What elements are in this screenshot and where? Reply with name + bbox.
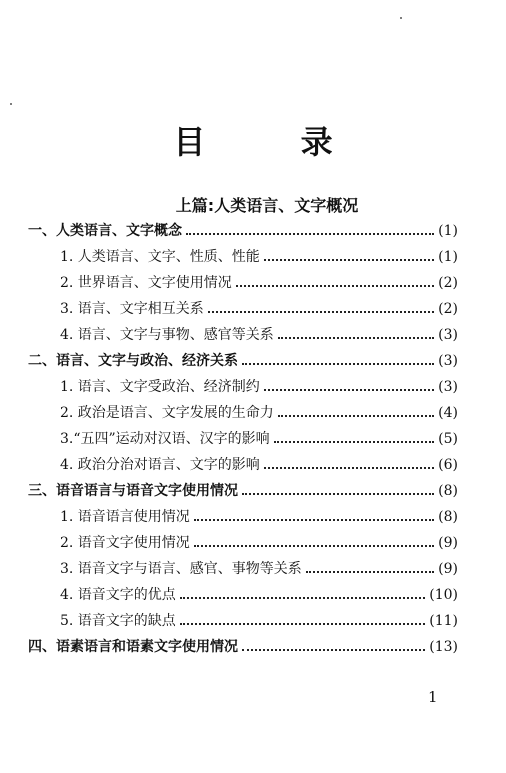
- toc-page-ref: (3): [438, 327, 458, 343]
- toc-label: 3. 语言、文字相互关系: [60, 301, 204, 317]
- toc-page-ref: (2): [438, 301, 458, 317]
- scan-speck: [400, 17, 402, 19]
- dot-leader: [242, 493, 434, 495]
- toc-item-3-5[interactable]: [28, 608, 458, 634]
- toc-item-1-2[interactable]: [28, 270, 458, 296]
- toc-chapter-3[interactable]: [28, 478, 458, 504]
- toc-item-3-2[interactable]: [28, 530, 458, 556]
- toc-chapter-2[interactable]: [28, 348, 458, 374]
- toc-label: 二、语言、文字与政治、经济关系: [28, 353, 238, 369]
- toc-label: 一、人类语言、文字概念: [28, 223, 182, 239]
- toc-page-ref: (1): [438, 223, 458, 239]
- toc-page-ref: (9): [438, 535, 458, 551]
- toc-label: 1. 语音语言使用情况: [60, 509, 190, 525]
- page-title: 目 录: [173, 123, 375, 161]
- dot-leader: [264, 389, 434, 391]
- dot-leader: [242, 363, 434, 365]
- toc-label: 2. 政治是语言、文字发展的生命力: [60, 405, 274, 421]
- toc-item-2-4[interactable]: [28, 452, 458, 478]
- toc-page-ref: (5): [438, 431, 458, 447]
- toc-label: 4. 语音文字的优点: [60, 587, 176, 603]
- dot-leader: [264, 259, 434, 261]
- toc-item-3-3[interactable]: [28, 556, 458, 582]
- toc-label: 2. 世界语言、文字使用情况: [60, 275, 232, 291]
- toc-label: 1. 人类语言、文字、性质、性能: [60, 249, 260, 265]
- toc-item-1-1[interactable]: [28, 244, 458, 270]
- toc-item-2-1[interactable]: [28, 374, 458, 400]
- dot-leader: [208, 311, 434, 313]
- toc-page-ref: (13): [429, 639, 458, 655]
- toc-item-1-4[interactable]: [28, 322, 458, 348]
- toc-label: 3.“五四”运动对汉语、汉字的影响: [60, 431, 270, 447]
- toc-label: 3. 语音文字与语言、感官、事物等关系: [60, 561, 302, 577]
- toc-page-ref: (11): [429, 613, 458, 629]
- toc-label: 四、语素语言和语素文字使用情况: [28, 639, 238, 655]
- dot-leader: [194, 519, 434, 521]
- toc-label: 4. 语言、文字与事物、感官等关系: [60, 327, 274, 343]
- toc-label: 三、语音语言与语音文字使用情况: [28, 483, 238, 499]
- dot-leader: [242, 649, 425, 651]
- toc-item-2-3[interactable]: [28, 426, 458, 452]
- toc-label: 2. 语音文字使用情况: [60, 535, 190, 551]
- toc-label: 4. 政治分治对语言、文字的影响: [60, 457, 260, 473]
- toc-chapter-4[interactable]: [28, 634, 458, 660]
- dot-leader: [278, 337, 434, 339]
- toc-page-ref: (9): [438, 561, 458, 577]
- dot-leader: [194, 545, 434, 547]
- section-title: 上篇:人类语言、文字概况: [175, 196, 359, 215]
- toc-item-3-4[interactable]: [28, 582, 458, 608]
- toc-label: 1. 语言、文字受政治、经济制约: [60, 379, 260, 395]
- dot-leader: [264, 467, 434, 469]
- toc-page-ref: (3): [438, 353, 458, 369]
- toc-page-ref: (2): [438, 275, 458, 291]
- toc-page-ref: (8): [438, 509, 458, 525]
- toc-page-ref: (8): [438, 483, 458, 499]
- dot-leader: [180, 623, 425, 625]
- toc-page-ref: (10): [429, 587, 458, 603]
- dot-leader: [180, 597, 425, 599]
- dot-leader: [306, 571, 434, 573]
- toc-page-ref: (6): [438, 457, 458, 473]
- dot-leader: [186, 233, 434, 235]
- toc-page-ref: (4): [438, 405, 458, 421]
- toc-page-ref: (3): [438, 379, 458, 395]
- toc-item-2-2[interactable]: [28, 400, 458, 426]
- page-number: 1: [428, 688, 438, 706]
- toc-chapter-1[interactable]: [28, 218, 458, 244]
- toc-label: 5. 语音文字的缺点: [60, 613, 176, 629]
- table-of-contents: [28, 218, 458, 660]
- scan-speck: [10, 103, 12, 105]
- toc-item-3-1[interactable]: [28, 504, 458, 530]
- toc-item-1-3[interactable]: [28, 296, 458, 322]
- dot-leader: [278, 415, 434, 417]
- toc-page-ref: (1): [438, 249, 458, 265]
- dot-leader: [236, 285, 434, 287]
- dot-leader: [274, 441, 434, 443]
